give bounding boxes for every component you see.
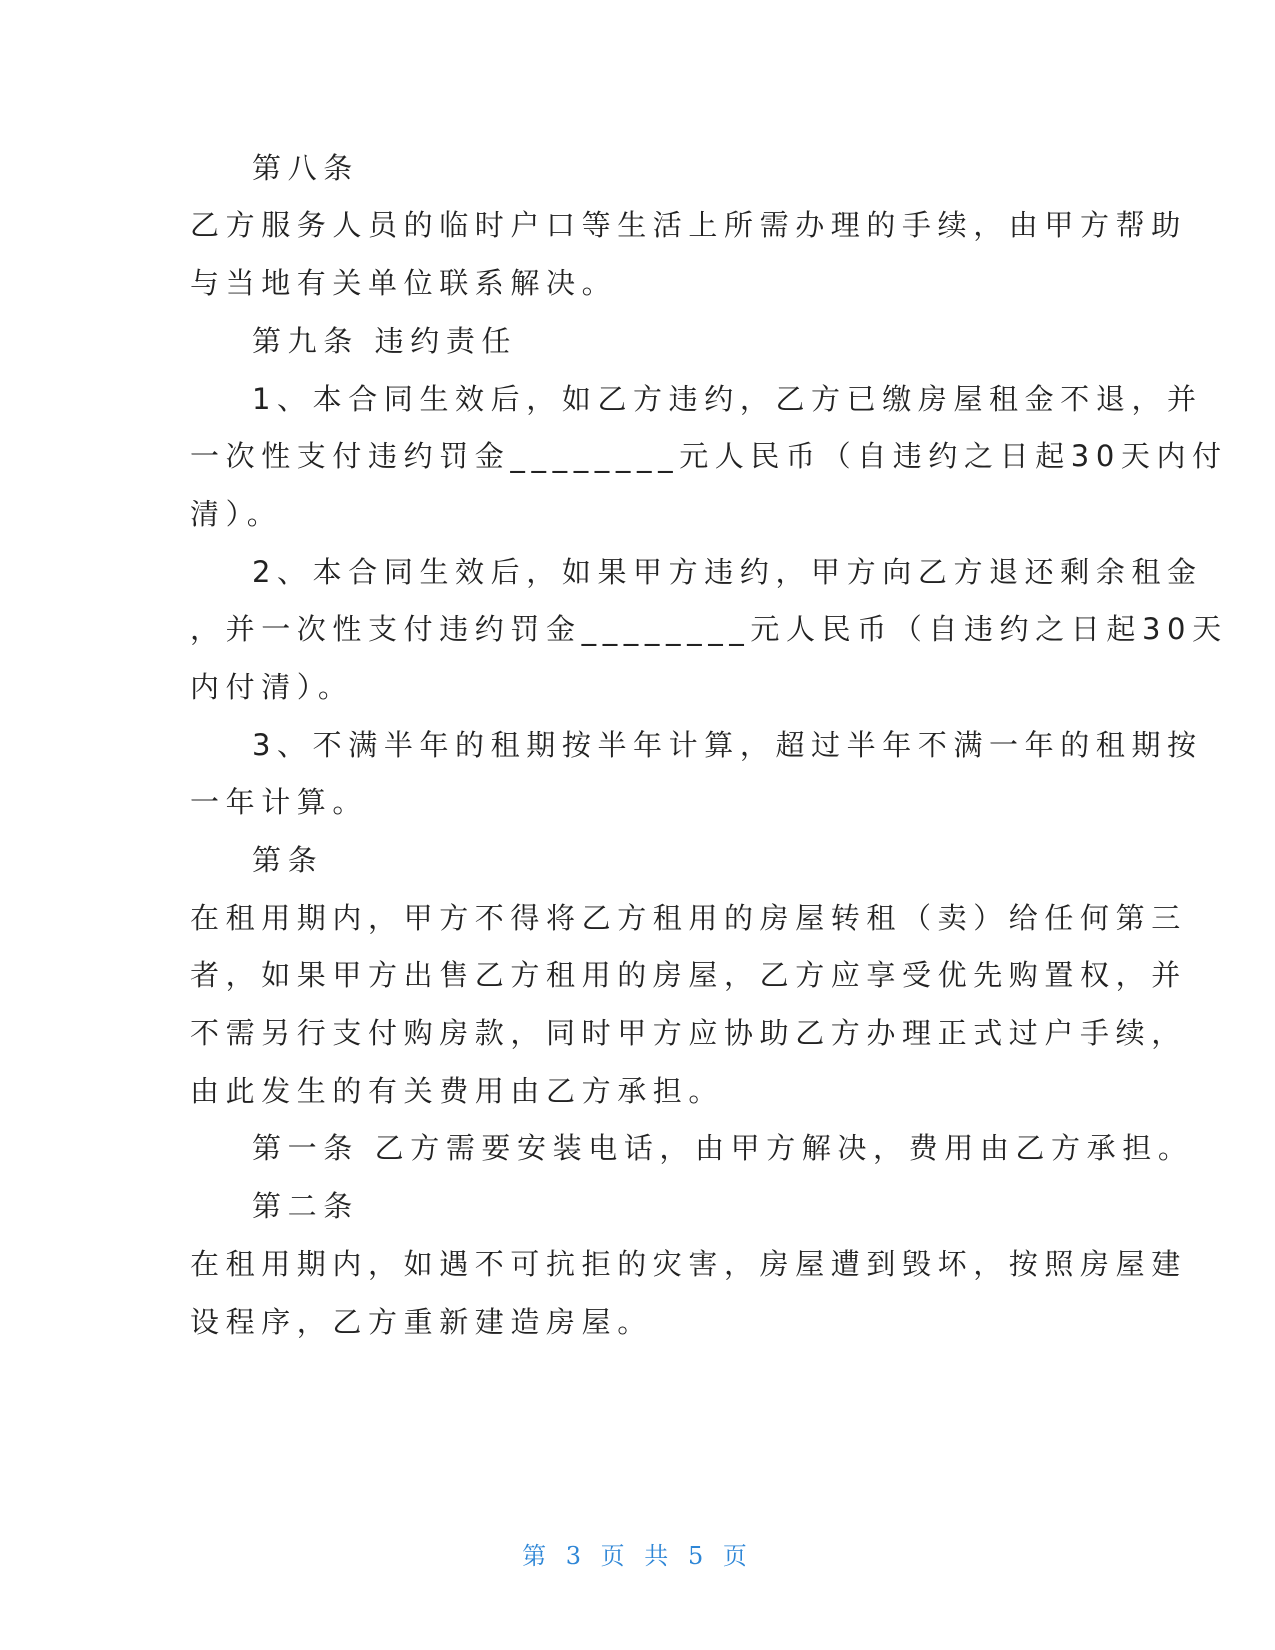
article-12-heading: 第二条 [252,1189,359,1223]
article-9-heading: 第九条 违约责任 [252,324,518,358]
article-10-text-line-3: 不需另行支付购房款，同时甲方应协助乙方办理正式过户手续， [190,1016,1187,1050]
article-10-text-line-2: 者，如果甲方出售乙方租用的房屋，乙方应享受优先购置权，并 [190,958,1187,992]
article-10-text-line-4: 由此发生的有关费用由乙方承担。 [190,1074,725,1108]
article-8-heading: 第八条 [252,151,359,185]
article-12-text-line-1: 在租用期内，如遇不可抗拒的灾害，房屋遭到毁坏，按照房屋建 [190,1247,1187,1281]
clause-3-line-2: 一年计算。 [190,785,369,819]
article-10-text-line-1: 在租用期内，甲方不得将乙方租用的房屋转租（卖）给任何第三 [190,901,1187,935]
page-number-footer: 第 3 页 共 5 页 [522,1542,753,1570]
article-10-heading: 第条 [252,843,324,877]
article-8-text-line-2: 与当地有关单位联系解决。 [190,266,618,300]
clause-2-line-3: 内付清）。 [190,670,354,704]
clause-2-line-1: 2、本合同生效后，如果甲方违约，甲方向乙方退还剩余租金 [252,555,1203,589]
article-12-text-line-2: 设程序，乙方重新建造房屋。 [190,1305,653,1339]
clause-1-line-3: 清）。 [190,497,283,531]
clause-1-line-1: 1、本合同生效后，如乙方违约，乙方已缴房屋租金不退，并 [252,382,1203,416]
clause-3-line-1: 3、不满半年的租期按半年计算，超过半年不满一年的租期按 [252,728,1203,762]
article-8-text-line-1: 乙方服务人员的临时户口等生活上所需办理的手续，由甲方帮助 [190,208,1187,242]
article-11-line: 第一条 乙方需要安装电话，由甲方解决，费用由乙方承担。 [252,1131,1194,1165]
clause-1-line-2: 一次性支付违约罚金________元人民币（自违约之日起30天内付 [190,439,1228,473]
clause-2-line-2: ，并一次性支付违约罚金________元人民币（自违约之日起30天 [190,612,1228,646]
